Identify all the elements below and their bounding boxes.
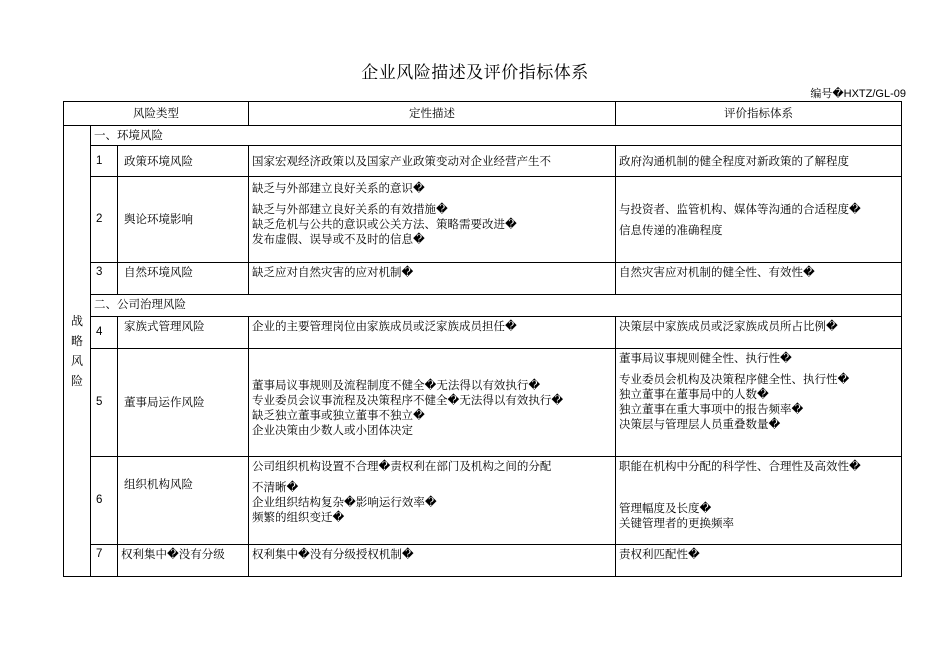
risk-description <box>249 545 616 577</box>
risk-description <box>249 177 616 263</box>
risk-description <box>249 263 616 295</box>
description-line: 企业的主要管理岗位由家族成员或泛家族成员担任� <box>252 319 517 333</box>
risk-indicators <box>616 317 902 349</box>
description-line: 权利集中�没有分级授权机制� <box>252 547 414 561</box>
description-line: 公司组织机构设置不合理�责权利在部门及机构之间的分配 <box>252 459 552 473</box>
indicator-line: 董事局议事规则健全性、执行性� <box>619 351 792 365</box>
risk-name: 家族式管理风险 <box>118 317 249 349</box>
indicator-line: 管理幅度及长度� <box>619 501 712 515</box>
indicator-line: 政府沟通机制的健全程度对新政策的了解程度 <box>619 153 850 168</box>
row-number: 1 <box>91 146 118 177</box>
document-title: 企业风险描述及评价指标体系 <box>361 63 589 83</box>
header-indicators: 评价指标体系 <box>616 102 902 126</box>
header-risk-type: 风险类型 <box>64 102 249 126</box>
risk-indicators <box>616 146 902 177</box>
row-number: 2 <box>91 177 118 263</box>
risk-indicators <box>616 349 902 457</box>
document-number: 编号�HXTZ/GL-09 <box>810 88 906 100</box>
category-label: 战略风险 <box>70 314 83 388</box>
row-number: 3 <box>91 263 118 295</box>
table-row <box>64 349 902 457</box>
description-line: 缺乏独立董事或独立董事不独立� <box>252 407 425 422</box>
section-row-environment <box>64 126 902 146</box>
risk-name: 政策环境风险 <box>118 146 249 177</box>
risk-indicators <box>616 457 902 545</box>
indicator-line: 责权利匹配性� <box>619 547 700 561</box>
table-row <box>64 177 902 263</box>
row-number: 6 <box>91 457 118 545</box>
section-label: 二、公司治理风险 <box>91 295 902 317</box>
table-row <box>64 545 902 577</box>
indicator-line: 与投资者、监管机构、媒体等沟通的合适程度� <box>619 201 861 216</box>
description-line: 缺乏应对自然灾害的应对机制� <box>252 265 414 279</box>
description-line: 不清晰� <box>252 480 299 494</box>
description-line: 发布虚假、误导或不及时的信息� <box>252 232 425 246</box>
indicator-line: 自然灾害应对机制的健全性、有效性� <box>619 265 815 279</box>
risk-indicators <box>616 545 902 577</box>
indicator-line: 决策层中家族成员或泛家族成员所占比例� <box>619 319 838 333</box>
indicator-line: 关键管理者的更换频率 <box>619 516 735 530</box>
risk-description <box>249 349 616 457</box>
description-line: 缺乏与外部建立良好关系的意识� <box>252 181 425 195</box>
description-line: 企业组织结构复杂�影响运行效率� <box>252 495 437 509</box>
risk-name: 组织机构风险 <box>118 457 249 545</box>
risk-name: 权利集中�没有分级 <box>118 545 249 577</box>
table-header-row <box>64 102 902 126</box>
section-row-governance <box>64 295 902 317</box>
header-qualitative: 定性描述 <box>249 102 616 126</box>
indicator-line: 专业委员会机构及决策程序健全性、执行性� <box>619 372 850 386</box>
table-row <box>64 317 902 349</box>
risk-description <box>249 317 616 349</box>
description-line: 专业委员会议事流程及决策程序不健全�无法得以有效执行� <box>252 392 564 407</box>
description-line: 频繁的组织变迁� <box>252 510 345 524</box>
description-line: 缺乏危机与公共的意识或公关方法、策略需要改进� <box>252 217 517 231</box>
table-row <box>64 457 902 545</box>
indicator-line: 职能在机构中分配的科学性、合理性及高效性� <box>619 459 861 473</box>
row-number: 4 <box>91 317 118 349</box>
section-label: 一、环境风险 <box>91 126 902 146</box>
description-line: 企业决策由少数人或小团体决定 <box>252 422 414 437</box>
risk-indicators <box>616 263 902 295</box>
risk-indicators <box>616 177 902 263</box>
table-row <box>64 263 902 295</box>
indicator-line: 信息传递的准确程度 <box>619 222 723 237</box>
description-line: 国家宏观经济政策以及国家产业政策变动对企业经营产生不 <box>252 153 552 168</box>
row-number: 7 <box>91 545 118 577</box>
risk-name: 舆论环境影响 <box>118 177 249 263</box>
risk-name: 自然环境风险 <box>118 263 249 295</box>
description-line: 董事局议事规则及流程制度不健全�无法得以有效执行� <box>252 377 541 392</box>
indicator-line: 决策层与管理层人员重叠数量� <box>619 417 781 431</box>
risk-description <box>249 457 616 545</box>
indicator-line: 独立董事在重大事项中的报告频率� <box>619 402 804 416</box>
table-row <box>64 146 902 177</box>
description-line: 缺乏与外部建立良好关系的有效措施� <box>252 202 448 216</box>
risk-description <box>249 146 616 177</box>
category-cell <box>64 126 91 577</box>
risk-name: 董事局运作风险 <box>118 349 249 457</box>
risk-table <box>63 101 902 577</box>
indicator-line: 独立董事在董事局中的人数� <box>619 387 769 401</box>
row-number: 5 <box>91 349 118 457</box>
